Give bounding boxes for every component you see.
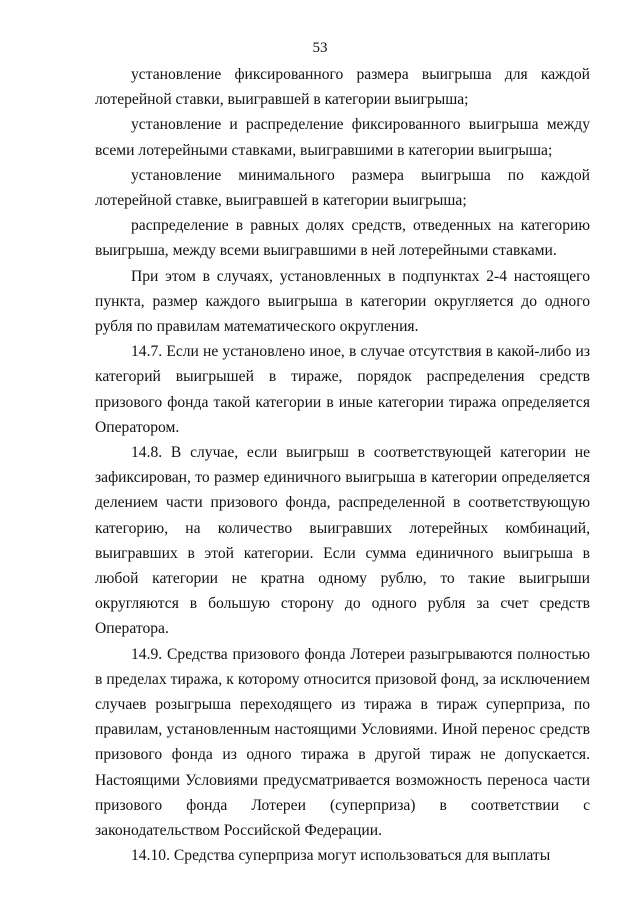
- paragraph-14-10: 14.10. Средства суперприза могут использоваться для выплаты: [131, 847, 551, 865]
- paragraph-minimum-prize: установление минимального размера выигрыша по каждой лотерейной ставке, выигравшей в категории выигрыша;: [95, 166, 590, 210]
- paragraph-14-7: 14.7. Если не установлено иное, в случае отсутствия в какой-либо из категорий выигрышей в тираже, порядок распределения средств призового фонда такой категории в иные категории тиража определяется Оператором.: [95, 343, 590, 436]
- paragraph-14-8: 14.8. В случае, если выигрыш в соответствующей категории не зафиксирован, то размер единичного выигрыша в категории определяется делением части призового фонда, распределенной в соответствующую категорию, на количество выигравших лотерейных комбинаций, выигравших в этой категории. Если сумма единичного выигрыша в любой категории не кратна одному рублю, то такие выигрыши округляются в большую сторону до одного рубля за счет средств Оператора.: [95, 444, 590, 638]
- paragraph-fixed-prize-per-bet: установление фиксированного размера выигрыша для каждой лотерейной ставки, выигравшей в категории выигрыша;: [95, 66, 590, 109]
- paragraph-equal-shares: распределение в равных долях средств, отведенных на категорию выигрыша, между всеми выигравшими в ней лотерейными ставками.: [95, 217, 590, 260]
- paragraph-14-9: 14.9. Средства призового фонда Лотереи разыгрываются полностью в пределах тиража, к которому относится призовой фонд, за исключением случаев розыгрыша переходящего из тиража в тираж суперприза, по правилам, установленным настоящими Условиями. Иной перенос средств призового фонда из одного тиража в другой тираж не допускается. Настоящими Условиями предусматривается возможность переноса части призового фонда Лотереи (суперприза) в соответствии с законодательством Российской Федерации.: [95, 645, 590, 840]
- page-number: 53: [312, 40, 328, 56]
- document-body: [95, 62, 590, 869]
- paragraph-rounding: При этом в случаях, установленных в подпунктах 2-4 настоящего пункта, размер каждого выигрыша в категории округляется до одного рубля по правилам математического округления.: [95, 267, 590, 336]
- paragraph-fixed-prize-distribution: установление и распределение фиксированного выигрыша между всеми лотерейными ставками, выигравшими в категории выигрыша;: [95, 116, 590, 159]
